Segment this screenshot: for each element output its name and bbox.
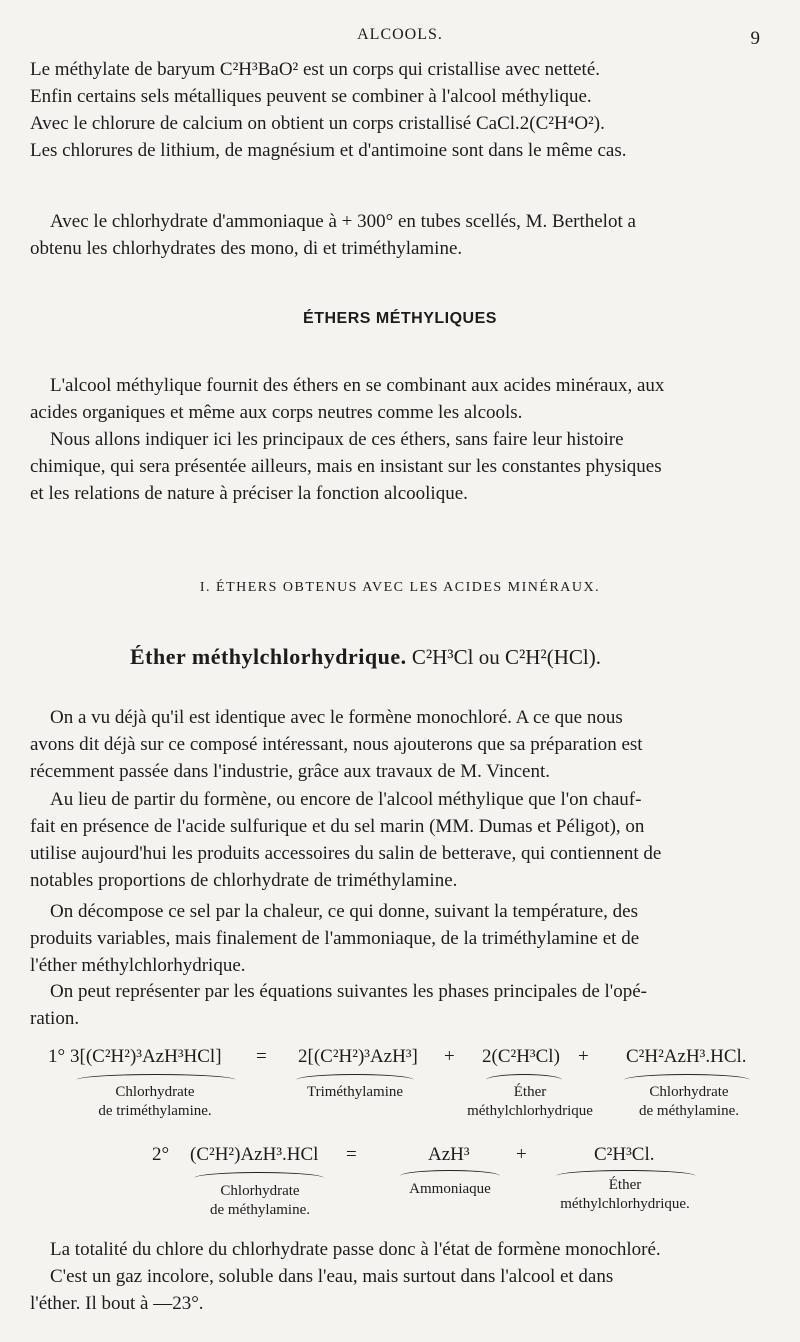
- paragraph-preparation: [30, 786, 765, 894]
- paragraph-berthelot: [30, 208, 765, 262]
- text-line: Enfin certains sels métalliques peuvent se combiner à l'alcool méthylique.: [30, 86, 592, 107]
- text-line: notables proportions de chlorhydrate de triméthylamine.: [30, 870, 458, 891]
- label-line: méthylchlorhydrique.: [560, 1196, 690, 1212]
- equation-term: AzH³: [428, 1144, 470, 1165]
- label-line: de triméthylamine.: [98, 1103, 212, 1119]
- underbrace: [296, 1074, 414, 1081]
- text-line: Nous allons indiquer ici les principaux de ces éthers, sans faire leur histoire: [50, 429, 624, 450]
- equation-term: C²H²AzH³.HCl.: [626, 1046, 747, 1067]
- equation-term: 2(C²H³Cl): [482, 1046, 560, 1067]
- plus-sign: +: [578, 1046, 589, 1067]
- equation-label: [618, 1083, 760, 1121]
- equals-sign: =: [256, 1046, 267, 1067]
- text-line: l'éther. Il bout à —23°.: [30, 1293, 204, 1314]
- text-line: récemment passée dans l'industrie, grâce aux travaux de M. Vincent.: [30, 761, 551, 782]
- text-line: produits variables, mais finalement de l'ammoniaque, de la triméthylamine et de: [30, 928, 640, 949]
- label-line: Chlorhydrate: [220, 1183, 300, 1199]
- equation-label: [450, 1083, 610, 1121]
- text-line: La totalité du chlore du chlorhydrate passe donc à l'état de formène monochloré.: [50, 1239, 661, 1260]
- text-line: Avec le chlorhydrate d'ammoniaque à + 300° en tubes scellés, M. Berthelot a: [50, 211, 636, 232]
- paragraph-methylates: [30, 56, 765, 164]
- label-line: Chlorhydrate: [649, 1084, 729, 1100]
- text-line: Avec le chlorure de calcium on obtient un corps cristallisé CaCl.2(C²H⁴O²).: [30, 113, 605, 134]
- page-number: 9: [750, 28, 760, 49]
- underbrace: [486, 1074, 562, 1081]
- plus-sign: +: [444, 1046, 455, 1067]
- header-title: ALCOOLS.: [357, 26, 443, 43]
- paragraph-intro-ethers: [30, 372, 765, 507]
- equation-number: 1°: [48, 1046, 66, 1067]
- equation-label: [390, 1180, 510, 1199]
- text-line: fait en présence de l'acide sulfurique et du sel marin (MM. Dumas et Péligot), on: [30, 816, 645, 837]
- text-line: obtenu les chlorhydrates des mono, di et triméthylamine.: [30, 238, 463, 259]
- label-line: méthylchlorhydrique: [467, 1103, 593, 1119]
- equation-label: [540, 1176, 710, 1214]
- text-line: l'éther méthylchlorhydrique.: [30, 955, 246, 976]
- paragraph-identity: [30, 704, 765, 785]
- label-line: de méthylamine.: [639, 1103, 739, 1119]
- underbrace: [400, 1170, 500, 1177]
- equation-label: [60, 1083, 250, 1121]
- running-header: [0, 26, 800, 50]
- underbrace: [76, 1074, 236, 1081]
- text-line: On peut représenter par les équations suivantes les phases principales de l'opé-: [50, 981, 647, 1002]
- text-line: ration.: [30, 1008, 80, 1029]
- compound-name: Éther méthylchlorhydrique.: [130, 644, 407, 669]
- equation-term: (C²H²)AzH³.HCl: [190, 1144, 319, 1165]
- equation-term: 3[(C²H²)³AzH³HCl]: [70, 1046, 222, 1067]
- equation-number: 2°: [152, 1144, 170, 1165]
- text-line: Au lieu de partir du formène, ou encore de l'alcool méthylique que l'on chauf-: [50, 789, 642, 810]
- text-line: Les chlorures de lithium, de magnésium et d'antimoine sont dans le même cas.: [30, 140, 627, 161]
- label-line: Éther: [608, 1177, 642, 1193]
- label-line: Ammoniaque: [409, 1181, 491, 1197]
- text-line: et les relations de nature à préciser la fonction alcoolique.: [30, 483, 468, 504]
- paragraph-conclusion: [30, 1236, 765, 1317]
- text-line: Le méthylate de baryum C²H³BaO² est un corps qui cristallise avec netteté.: [30, 59, 601, 80]
- label-line: de méthylamine.: [210, 1202, 310, 1218]
- equals-sign: =: [346, 1144, 357, 1165]
- underbrace: [194, 1172, 324, 1179]
- text-line: On décompose ce sel par la chaleur, ce qui donne, suivant la température, des: [50, 901, 639, 922]
- compound-title: [130, 644, 601, 670]
- text-line: acides organiques et même aux corps neutres comme les alcools.: [30, 402, 523, 423]
- label-line: Chlorhydrate: [115, 1084, 195, 1100]
- paragraph-equations-intro: [30, 978, 765, 1032]
- text-line: chimique, qui sera présentée ailleurs, mais en insistant sur les constantes physiques: [30, 456, 662, 477]
- compound-formula: C²H³Cl ou C²H²(HCl).: [411, 645, 601, 669]
- label-line: Éther: [513, 1084, 547, 1100]
- text-line: C'est un gaz incolore, soluble dans l'eau, mais surtout dans l'alcool et dans: [50, 1266, 614, 1287]
- section-heading: ÉTHERS MÉTHYLIQUES: [303, 310, 497, 327]
- plus-sign: +: [516, 1144, 527, 1165]
- equation-term: 2[(C²H²)³AzH³]: [298, 1046, 418, 1067]
- label-line: Triméthylamine: [306, 1084, 404, 1100]
- paragraph-decomposition: [30, 898, 765, 979]
- text-line: utilise aujourd'hui les produits accessoires du salin de betterave, qui contiennent de: [30, 843, 662, 864]
- subsection-title: I. ÉTHERS OBTENUS AVEC LES ACIDES MINÉRAUX.: [199, 580, 601, 595]
- text-line: On a vu déjà qu'il est identique avec le formène monochloré. A ce que nous: [50, 707, 623, 728]
- equation-label: [280, 1083, 430, 1102]
- text-line: L'alcool méthylique fournit des éthers en se combinant aux acides minéraux, aux: [50, 375, 665, 396]
- text-line: avons dit déjà sur ce composé intéressant, nous ajouterons que sa préparation est: [30, 734, 643, 755]
- underbrace: [624, 1074, 750, 1081]
- equation-term: C²H³Cl.: [594, 1144, 655, 1165]
- equation-label: [180, 1182, 340, 1220]
